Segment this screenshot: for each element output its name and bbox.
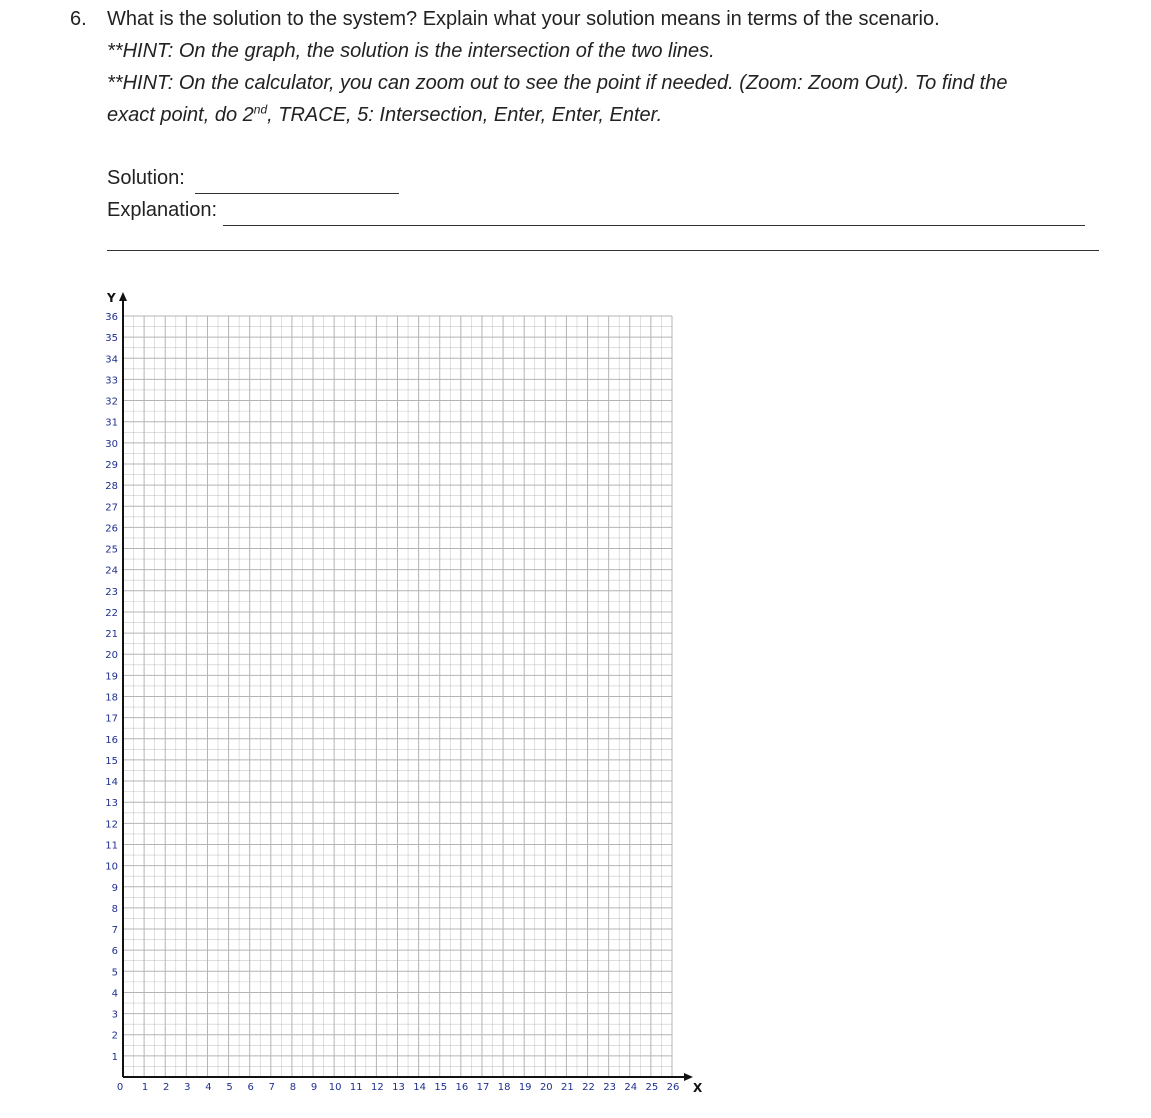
x-tick-label: 2 bbox=[163, 1082, 170, 1093]
grid-lines bbox=[123, 316, 672, 1077]
y-tick-label: 3 bbox=[111, 1009, 118, 1021]
y-tick-label: 8 bbox=[111, 903, 118, 915]
x-tick-label: 10 bbox=[328, 1082, 342, 1093]
y-tick-label: 12 bbox=[105, 819, 118, 831]
x-tick-label: 4 bbox=[205, 1082, 212, 1093]
hint-text-end: , TRACE, 5: Intersection, Enter, Enter, Enter. bbox=[267, 104, 663, 126]
solution-label: Solution: bbox=[107, 167, 185, 189]
x-tick-label: 22 bbox=[582, 1082, 595, 1093]
y-tick-label: 34 bbox=[105, 354, 118, 366]
x-tick-label: 12 bbox=[371, 1082, 384, 1093]
x-tick-label: 17 bbox=[476, 1082, 490, 1093]
y-tick-label: 9 bbox=[111, 882, 118, 894]
hint-graph: **HINT: On the graph, the solution is the intersection of the two lines. bbox=[107, 40, 715, 62]
y-axis-arrow-icon bbox=[119, 292, 127, 301]
y-tick-label: 13 bbox=[105, 798, 118, 810]
y-tick-label: 31 bbox=[105, 417, 118, 429]
y-tick-label: 26 bbox=[105, 523, 118, 535]
y-tick-label: 1 bbox=[111, 1051, 118, 1063]
x-axis-label: X bbox=[693, 1081, 703, 1095]
y-tick-label: 23 bbox=[105, 586, 118, 598]
y-tick-label: 21 bbox=[105, 629, 118, 641]
hint-calculator: **HINT: On the calculator, you can zoom out to see the point if needed. (Zoom: Zoom Out). To find the bbox=[107, 72, 1008, 94]
y-tick-label: 18 bbox=[105, 692, 118, 704]
x-axis-arrow-icon bbox=[684, 1073, 693, 1081]
y-tick-label: 29 bbox=[105, 459, 118, 471]
y-tick-label: 4 bbox=[111, 988, 118, 1000]
y-tick-label: 10 bbox=[105, 861, 118, 873]
x-tick-label: 21 bbox=[561, 1082, 574, 1093]
y-tick-label: 19 bbox=[105, 671, 118, 683]
x-tick-label: 7 bbox=[268, 1082, 275, 1093]
y-tick-labels bbox=[105, 312, 118, 1063]
x-tick-label: 1 bbox=[141, 1082, 149, 1093]
x-tick-label: 8 bbox=[289, 1082, 297, 1093]
question-text: What is the solution to the system? Explain what your solution means in terms of the scenario. bbox=[107, 8, 940, 30]
question-number: 6. bbox=[70, 8, 87, 30]
x-tick-label: 11 bbox=[349, 1082, 363, 1093]
y-tick-label: 16 bbox=[105, 734, 118, 746]
y-tick-label: 32 bbox=[105, 396, 118, 408]
x-tick-labels bbox=[117, 1082, 680, 1093]
x-tick-label: 16 bbox=[455, 1082, 469, 1093]
x-tick-label: 25 bbox=[645, 1082, 659, 1093]
x-tick-label: 0 bbox=[116, 1082, 124, 1093]
y-tick-label: 28 bbox=[105, 481, 118, 493]
x-tick-label: 3 bbox=[184, 1082, 191, 1093]
y-tick-label: 14 bbox=[105, 777, 118, 789]
hint-text-start: exact point, do 2 bbox=[107, 104, 254, 126]
x-tick-label: 18 bbox=[497, 1082, 511, 1093]
y-tick-label: 35 bbox=[105, 333, 118, 345]
x-tick-label: 9 bbox=[310, 1082, 318, 1093]
y-tick-label: 33 bbox=[105, 375, 118, 387]
x-tick-label: 6 bbox=[247, 1082, 254, 1093]
explanation-label: Explanation: bbox=[107, 199, 218, 221]
x-tick-label: 20 bbox=[539, 1082, 553, 1093]
x-tick-label: 5 bbox=[226, 1082, 233, 1093]
y-axis-label: Y bbox=[107, 291, 116, 305]
y-tick-label: 25 bbox=[105, 544, 118, 556]
y-tick-label: 24 bbox=[105, 565, 118, 577]
y-tick-label: 36 bbox=[105, 312, 118, 323]
ordinal-superscript: nd bbox=[253, 102, 268, 117]
y-tick-label: 11 bbox=[105, 840, 118, 852]
y-tick-label: 15 bbox=[105, 755, 118, 767]
y-tick-label: 17 bbox=[105, 713, 118, 725]
y-tick-label: 7 bbox=[111, 925, 118, 937]
y-tick-label: 22 bbox=[105, 607, 118, 619]
x-tick-label: 14 bbox=[413, 1082, 426, 1093]
x-tick-label: 26 bbox=[666, 1082, 680, 1093]
y-tick-label: 20 bbox=[105, 650, 118, 662]
y-tick-label: 2 bbox=[111, 1030, 118, 1042]
x-tick-label: 24 bbox=[624, 1082, 638, 1093]
y-tick-label: 5 bbox=[111, 967, 118, 979]
y-tick-label: 27 bbox=[105, 502, 118, 514]
x-tick-label: 23 bbox=[603, 1082, 617, 1093]
x-tick-label: 13 bbox=[392, 1082, 405, 1093]
x-tick-label: 15 bbox=[434, 1082, 448, 1093]
axes bbox=[119, 292, 693, 1081]
y-tick-label: 6 bbox=[111, 946, 118, 958]
x-tick-label: 19 bbox=[518, 1082, 532, 1093]
y-tick-label: 30 bbox=[105, 438, 118, 450]
